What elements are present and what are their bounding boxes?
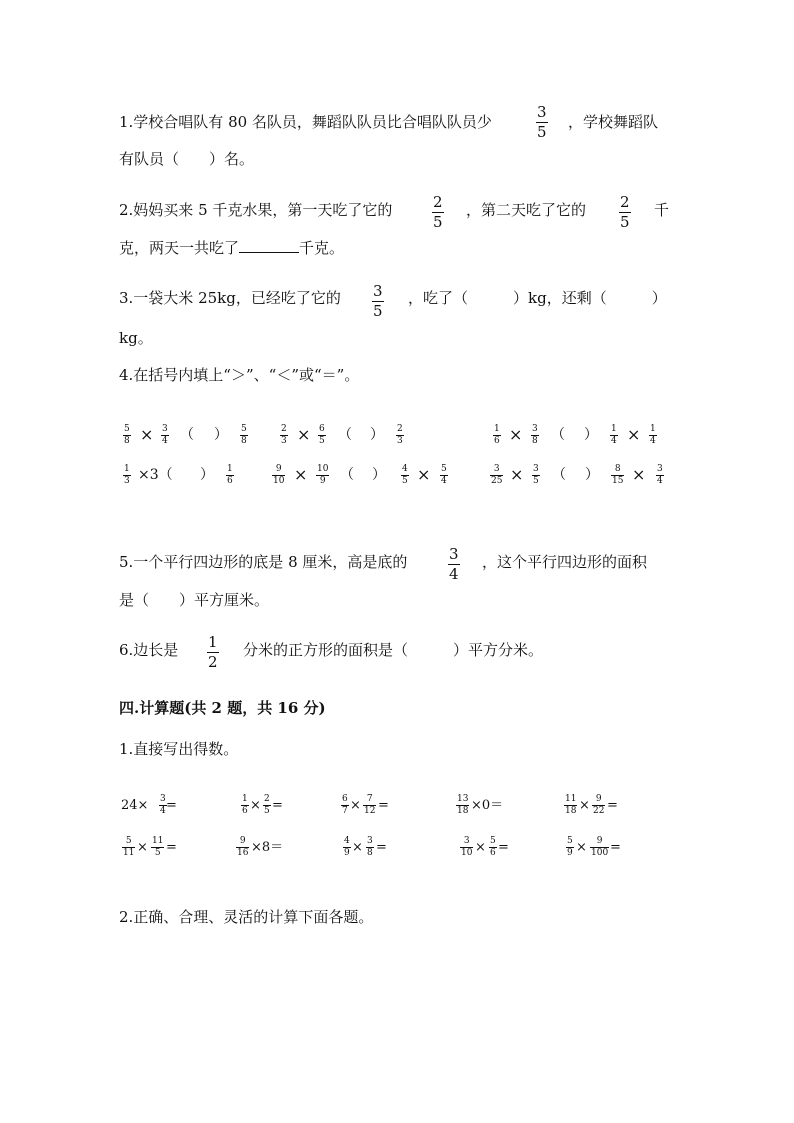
fraction-denominator: 9 <box>344 848 350 858</box>
times-sign: × <box>509 425 523 444</box>
q5-fraction <box>448 547 460 582</box>
fraction-numerator: 3 <box>537 103 547 121</box>
fraction-denominator: 6 <box>227 476 233 486</box>
times-sign: × <box>475 840 486 855</box>
answer-paren-left[interactable]: （ <box>551 427 565 443</box>
q4-r1c2-frac-b <box>318 425 326 446</box>
fraction-numerator: 11 <box>152 836 164 846</box>
fraction-numerator: 9 <box>239 836 246 846</box>
fraction-numerator: 7 <box>366 794 373 804</box>
fraction-denominator: 18 <box>457 806 469 816</box>
fraction-numerator: 8 <box>614 464 621 474</box>
times-sign: × <box>137 798 149 813</box>
q4-r1c3-frac-c <box>610 425 618 446</box>
fraction-denominator: 4 <box>657 476 663 486</box>
q6-text-start: 6.边长是 <box>119 641 179 659</box>
calc-4-rest: ×0＝ <box>471 798 504 813</box>
fraction-numerator: 2 <box>433 193 443 211</box>
fraction-denominator: 12 <box>364 806 376 816</box>
calc-5-frac-a <box>564 795 577 816</box>
q2-fraction-1 <box>432 195 444 230</box>
q2-text-line1-end: 千 <box>654 201 670 219</box>
fraction-denominator: 5 <box>402 476 408 486</box>
q3-fraction <box>372 284 384 319</box>
fraction-denominator: 8 <box>241 436 247 446</box>
fraction-numerator: 3 <box>493 464 500 474</box>
fraction-numerator: 3 <box>533 464 539 474</box>
q4-r2c2-frac-a <box>272 465 285 486</box>
q2-text-line2 <box>119 237 344 259</box>
q4-r1c3-frac-a <box>493 425 501 446</box>
q4-r2c3-frac-b <box>532 465 540 486</box>
q6-text-end: 分米的正方形的面积是（ ）平方分米。 <box>243 641 544 659</box>
times-sign: × <box>250 798 261 813</box>
q2-text-line2-end: 千克。 <box>299 239 345 257</box>
calc-3-frac-b <box>363 795 376 816</box>
section-heading: 四.计算题(共 2 题，共 16 分) <box>119 699 326 717</box>
fraction-denominator: 4 <box>611 436 617 446</box>
calc-9-frac-a <box>460 837 473 858</box>
fraction-numerator: 5 <box>125 836 132 846</box>
fraction-numerator: 3 <box>657 464 663 474</box>
q4-r2c2-frac-d <box>440 465 448 486</box>
fraction-denominator: 4 <box>650 436 656 446</box>
q4-r2c1-frac-c <box>226 465 234 486</box>
equals-sign: = <box>272 798 283 813</box>
q3-text-line2: kg。 <box>119 329 153 347</box>
fraction-denominator: 6 <box>242 806 248 816</box>
fraction-denominator: 2 <box>208 653 218 671</box>
fraction-denominator: 5 <box>433 213 443 231</box>
fraction-numerator: 6 <box>319 424 325 434</box>
fraction-denominator: 4 <box>160 806 166 816</box>
q4-r2c2-frac-c <box>401 465 409 486</box>
fraction-denominator: 5 <box>264 806 270 816</box>
calc-9-frac-b <box>489 837 497 858</box>
fraction-denominator: 7 <box>342 806 348 816</box>
fraction-numerator: 4 <box>344 836 350 846</box>
q4-r1c3-frac-b <box>531 425 539 446</box>
fraction-numerator: 3 <box>532 424 538 434</box>
calc-7-frac-a <box>236 837 249 858</box>
fraction-denominator: 22 <box>593 806 605 816</box>
calc-2-frac-b <box>263 795 271 816</box>
fraction-denominator: 3 <box>281 436 287 446</box>
times-sign: × <box>632 465 646 484</box>
fraction-numerator: 11 <box>565 794 577 804</box>
fraction-numerator: 3 <box>160 794 166 804</box>
times-sign: × <box>140 425 154 444</box>
q4-r1c1-frac-a <box>123 425 131 446</box>
q5-text-line1-end: ，这个平行四边形的面积 <box>482 553 648 571</box>
fraction-numerator: 3 <box>162 424 168 434</box>
fraction-denominator: 100 <box>591 848 609 858</box>
q2-fraction-2 <box>619 195 631 230</box>
fraction-denominator: 5 <box>319 436 325 446</box>
times-sign: × <box>627 425 641 444</box>
q4-r1c1-frac-c <box>240 425 248 446</box>
q4-r2c3-frac-c <box>611 465 624 486</box>
fraction-denominator: 9 <box>319 476 326 486</box>
calc-8-frac-b <box>366 837 374 858</box>
fraction-denominator: 3 <box>397 436 403 446</box>
calc-7-rest: ×8＝ <box>251 840 284 855</box>
equals-sign: = <box>378 798 389 813</box>
fraction-denominator: 5 <box>154 848 161 858</box>
fraction-numerator: 5 <box>241 424 247 434</box>
q5-text-line1: 5.一个平行四边形的底是 8 厘米，高是底的 <box>119 553 408 571</box>
section4-sub1: 1.直接写出得数。 <box>119 740 239 758</box>
fraction-denominator: 5 <box>373 302 383 320</box>
calc-6-frac-b <box>151 837 164 858</box>
times-three-paren[interactable]: ×3（ <box>138 467 173 483</box>
q4-r1c3-frac-d <box>649 425 657 446</box>
answer-paren-right: ） <box>200 467 214 483</box>
fraction-denominator: 4 <box>449 565 459 583</box>
fraction-numerator: 3 <box>463 836 470 846</box>
calc-1 <box>121 796 148 816</box>
fraction-denominator: 5 <box>533 476 539 486</box>
answer-paren-left[interactable]: （ <box>552 467 566 483</box>
calc-6-frac-a <box>122 837 135 858</box>
fraction-numerator: 4 <box>402 464 408 474</box>
q4-r1c1-frac-b <box>161 425 169 446</box>
section4-sub2: 2.正确、合理、灵活的计算下面各题。 <box>119 908 374 926</box>
equals-sign: = <box>376 840 387 855</box>
fraction-denominator: 8 <box>124 436 130 446</box>
q4-r2c2-frac-b <box>316 465 329 486</box>
fraction-denominator: 6 <box>490 848 496 858</box>
fraction-numerator: 1 <box>611 424 617 434</box>
q6-fraction <box>207 635 219 670</box>
fraction-numerator: 1 <box>494 424 500 434</box>
answer-blank[interactable] <box>239 238 299 253</box>
fraction-numerator: 6 <box>342 794 348 804</box>
times-sign: × <box>294 465 308 484</box>
answer-paren-left[interactable]: （ <box>340 467 354 483</box>
fraction-numerator: 3 <box>367 836 373 846</box>
equals-sign: = <box>498 840 509 855</box>
q1-text-line2: 有队员（ ）名。 <box>119 150 255 168</box>
fraction-denominator: 8 <box>367 848 373 858</box>
fraction-numerator: 9 <box>596 836 603 846</box>
fraction-numerator: 5 <box>441 464 447 474</box>
calc-3-frac-a <box>341 795 349 816</box>
answer-paren-right: ） <box>214 427 228 443</box>
fraction-denominator: 3 <box>124 476 130 486</box>
equals-sign: = <box>607 798 618 813</box>
fraction-denominator: 10 <box>273 476 285 486</box>
q2-text-line1-mid: ，第二天吃了它的 <box>466 201 587 219</box>
q4-title: 4.在括号内填上“＞”、“＜”或“＝”。 <box>119 366 360 384</box>
fraction-numerator: 13 <box>457 794 469 804</box>
calc-4-frac-a <box>456 795 469 816</box>
fraction-numerator: 2 <box>264 794 270 804</box>
fraction-numerator: 1 <box>242 794 248 804</box>
times-sign: × <box>350 798 361 813</box>
answer-paren-right: ） <box>584 427 598 443</box>
fraction-numerator: 2 <box>397 424 403 434</box>
fraction-denominator: 4 <box>441 476 447 486</box>
fraction-denominator: 8 <box>532 436 538 446</box>
fraction-denominator: 15 <box>612 476 624 486</box>
answer-paren-right: ） <box>372 467 386 483</box>
equals-sign: = <box>166 798 177 813</box>
calc-8-frac-a <box>343 837 351 858</box>
times-sign: × <box>576 840 587 855</box>
answer-paren-right: ） <box>370 427 384 443</box>
answer-paren-left[interactable]: （ <box>338 427 352 443</box>
fraction-denominator: 10 <box>461 848 473 858</box>
q3-text-line1-end: ，吃了（ ）kg，还剩（ ） <box>408 289 667 307</box>
equals-sign: = <box>610 840 621 855</box>
fraction-numerator: 5 <box>124 424 130 434</box>
q1-text-line1: 1.学校合唱队有 80 名队员，舞蹈队队员比合唱队队员少 <box>119 113 492 131</box>
fraction-numerator: 9 <box>275 464 282 474</box>
q4-r1c2-frac-a <box>280 425 288 446</box>
fraction-denominator: 25 <box>491 476 503 486</box>
fraction-numerator: 2 <box>620 193 630 211</box>
fraction-numerator: 1 <box>208 633 218 651</box>
fraction-denominator: 11 <box>123 848 135 858</box>
times-sign: × <box>510 465 524 484</box>
calc-10-frac-b <box>590 837 609 858</box>
fraction-numerator: 1 <box>124 464 130 474</box>
fraction-denominator: 4 <box>162 436 168 446</box>
fraction-denominator: 16 <box>237 848 249 858</box>
fraction-numerator: 10 <box>317 464 329 474</box>
fraction-denominator: 5 <box>620 213 630 231</box>
fraction-numerator: 5 <box>567 836 573 846</box>
times-sign: × <box>352 840 363 855</box>
fraction-denominator: 5 <box>537 123 547 141</box>
fraction-denominator: 9 <box>567 848 573 858</box>
q1-text-line1-end: ，学校舞蹈队 <box>568 113 659 131</box>
q2-text-line1: 2.妈妈买来 5 千克水果，第一天吃了它的 <box>119 201 393 219</box>
fraction-numerator: 5 <box>490 836 496 846</box>
fraction-denominator: 6 <box>494 436 500 446</box>
times-sign: × <box>579 798 590 813</box>
fraction-numerator: 2 <box>281 424 287 434</box>
times-sign: × <box>137 840 148 855</box>
equals-sign: = <box>166 840 177 855</box>
calc-5-frac-b <box>592 795 605 816</box>
q4-r2c1-frac-a <box>123 465 131 486</box>
times-sign: × <box>297 425 311 444</box>
q4-r2c3-frac-a <box>490 465 503 486</box>
fraction-denominator: 18 <box>565 806 577 816</box>
q4-r2c3-frac-d <box>656 465 664 486</box>
fraction-numerator: 1 <box>227 464 233 474</box>
q2-text-line2-start: 克，两天一共吃了 <box>119 239 240 257</box>
answer-paren-right: ） <box>585 467 599 483</box>
answer-paren-left[interactable]: （ <box>180 427 194 443</box>
calc-2-frac-a <box>241 795 249 816</box>
times-sign: × <box>417 465 431 484</box>
fraction-numerator: 3 <box>449 545 459 563</box>
calc-10-frac-a <box>566 837 574 858</box>
fraction-numerator: 1 <box>650 424 656 434</box>
fraction-numerator: 3 <box>373 282 383 300</box>
fraction-numerator: 9 <box>595 794 602 804</box>
q1-fraction <box>536 105 548 140</box>
q5-text-line2: 是（ ）平方厘米。 <box>119 591 270 609</box>
q4-r1c2-frac-c <box>396 425 404 446</box>
calc-number: 24 <box>121 798 138 813</box>
q3-text-line1: 3.一袋大米 25kg，已经吃了它的 <box>119 289 341 307</box>
